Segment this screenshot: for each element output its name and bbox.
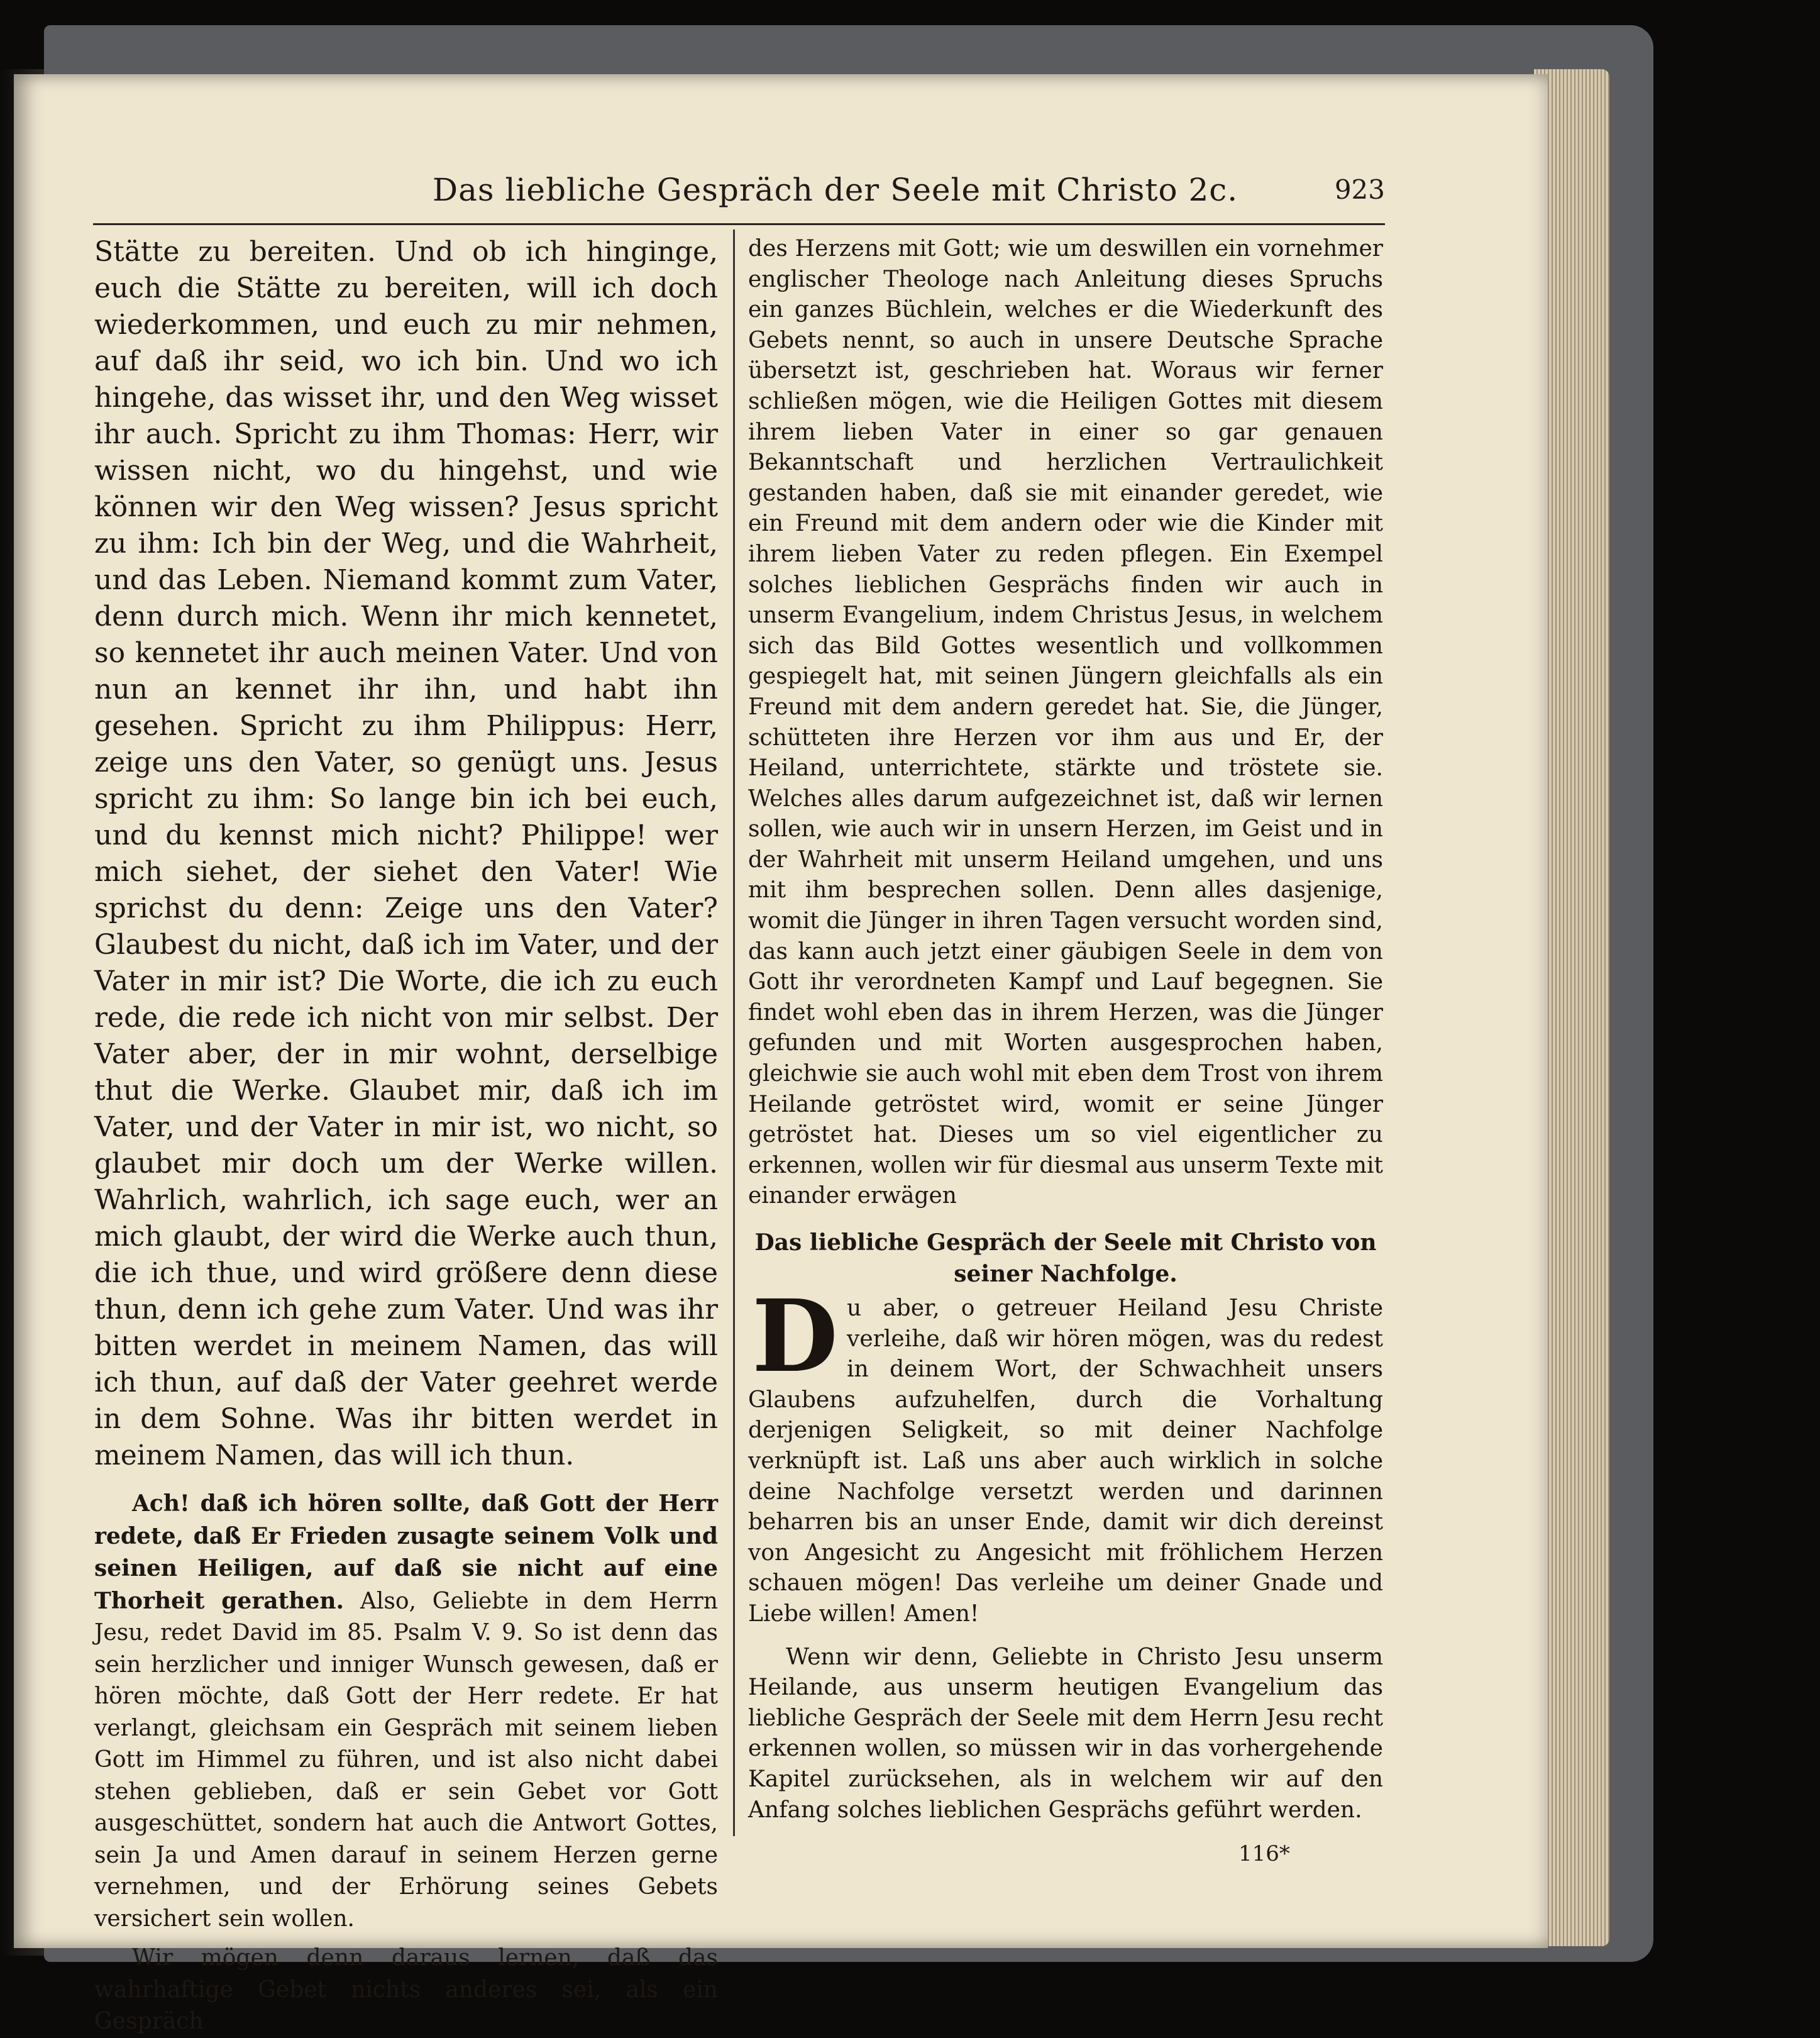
sermon-intro-text: Also, Geliebte in dem Herrn Jesu, redet David im 85. Psalm V. 9. So ist denn das sein herzlicher und inniger Wunsch gewesen, daß er hören möchte, daß Gott der Herr redete. Er hat verlangt, gleichsam ein Gespräch mit seinem lieben Gott im Himmel zu führen, und ist also nicht dabei stehen geblieben, daß er sein Gebet vor Gott ausgeschüttet, sondern hat auch die Antwort Gottes, sein Ja und Amen darauf in seinem Herzen gerne vernehmen, und der Erhörung seines Gebets versichert sein wollen. <box>94 1588 718 1932</box>
section-heading: Das liebliche Gespräch der Seele mit Christo von seiner Nachfolge. <box>754 1229 1377 1287</box>
left-column <box>94 234 718 2038</box>
page-number: 923 <box>1334 174 1385 205</box>
running-title: Das liebliche Gespräch der Seele mit Christo 2c. <box>433 172 1238 208</box>
bold-quotation: Ach! daß ich hören sollte, daß Gott der Herr redete, daß Er Frieden zusagte seinem Volk und seinen Heiligen, auf daß sie nicht auf eine Thorheit gerathen. <box>94 1490 718 1614</box>
right-final-paragraph: Wenn wir denn, Geliebte in Christo Jesu unserm Heilande, aus unserm heutigen Evangelium das liebliche Gespräch der Seele mit dem Herrn Jesu recht erkennen wollen, so müssen wir in das vorhergehende Kapitel zurücksehen, als in welchem wir auf den Anfang solches lieblichen Gesprächs geführt werden. <box>748 1644 1383 1823</box>
drop-cap-initial: D <box>752 1278 839 1395</box>
left-closing-paragraph: Wir mögen denn daraus lernen, daß das wahrhaftige Gebet nichts anderes sei, als ein Gespräch <box>94 1945 718 2034</box>
right-column <box>748 234 1383 1825</box>
page-header <box>93 167 1385 225</box>
column-divider <box>733 230 735 1836</box>
prayer-text: u aber, o getreuer Heiland Jesu Christe verleihe, daß wir hören mögen, was du redest in deinem Wort, der Schwachheit unsers Glaubens aufzuhelfen, durch die Vorhaltung derjenigen Seligkeit, so mit deiner Nachfolge verknüpft ist. Laß uns aber auch wirklich in solche deine Nachfolge versetzt werden und darinnen beharren bis an unser Ende, damit wir dich dereinst von Angesicht zu Angesicht mit fröhlichem Herzen schauen mögen! Das verleihe um deiner Gnade und Liebe willen! Amen! <box>748 1295 1383 1627</box>
sermon-intro-paragraph <box>94 1488 718 1935</box>
right-continuation-paragraph: des Herzens mit Gott; wie um deswillen ein vornehmer englischer Theologe nach Anleitung dieses Spruchs ein ganzes Büchlein, welches er die Wiederkunft des Gebets nennt, so auch in unsere Deutsche Sprache übersetzt ist, geschrieben hat. Woraus wir ferner schließen mögen, wie die Heiligen Gottes mit diesem ihrem lieben Vater in einer so gar genauen Bekanntschaft und herzlichen Vertraulichkeit gestanden haben, daß sie mit einander geredet, wie ein Freund mit dem andern oder wie die Kinder mit ihrem lieben Vater zu reden pflegen. Ein Exempel solches lieblichen Gesprächs finden wir auch in unserm Evangelium, indem Christus Jesus, in welchem sich das Bild Gottes wesentlich und vollkommen gespiegelt hat, mit seinen Jüngern gleichfalls als ein Freund mit dem andern geredet hat. Sie, die Jünger, schütteten ihre Herzen vor ihm aus und Er, der Heiland, unterrichtete, stärkte und tröstete sie. Welches alles darum aufgezeichnet ist, daß wir lernen sollen, wie auch wir in unsern Herzen, im Geist und in der Wahrheit mit unserm Heiland umgehen, und uns mit ihm besprechen sollen. Denn alles dasjenige, womit die Jünger in ihren Tagen versucht worden sind, das kann auch jetzt einer gäubigen Seele in dem von Gott ihr verordneten Kampf und Lauf begegnen. Sie findet wohl eben das in ihrem Herzen, was die Jünger gefunden und mit Worten ausgesprochen haben, gleichwie sie auch wohl mit eben dem Trost von ihrem Heilande getröstet wird, womit er seine Jünger getröstet hat. Dieses um so viel eigentlicher zu erkennen, wollen wir für diesmal aus unserm Texte mit einander erwägen <box>748 236 1383 1209</box>
signature-mark: 116* <box>1238 1841 1290 1866</box>
scripture-passage: Stätte zu bereiten. Und ob ich hinginge, euch die Stätte zu bereiten, will ich doch wiederkommen, und euch zu mir nehmen, auf daß ihr seid, wo ich bin. Und wo ich hingehe, das wisset ihr, und den Weg wisset ihr auch. Spricht zu ihm Thomas: Herr, wir wissen nicht, wo du hingehst, und wie können wir den Weg wissen? Jesus spricht zu ihm: Ich bin der Weg, und die Wahrheit, und das Leben. Niemand kommt zum Vater, denn durch mich. Wenn ihr mich kennetet, so kennetet ihr auch meinen Vater. Und von nun an kennet ihr ihn, und habt ihn gesehen. Spricht zu ihm Philippus: Herr, zeige uns den Vater, so genügt uns. Jesus spricht zu ihm: So lange bin ich bei euch, und du kennst mich nicht? Philippe! wer mich siehet, der siehet den Vater! Wie sprichst du denn: Zeige uns den Vater? Glaubest du nicht, daß ich im Vater, und der Vater in mir ist? Die Worte, die ich zu euch rede, die rede ich nicht von mir selbst. Der Vater aber, der in mir wohnt, derselbige thut die Werke. Glaubet mir, daß ich im Vater, und der Vater in mir ist, wo nicht, so glaubet mir doch um der Werke willen. Wahrlich, wahrlich, ich sage euch, wer an mich glaubt, der wird die Werke auch thun, die ich thue, und wird größere denn diese thun, denn ich gehe zum Vater. Und was ihr bitten werdet in meinem Namen, das will ich thun, auf daß der Vater geehret werde in dem Sohne. Was ihr bitten werdet in meinem Namen, das will ich thun. <box>94 236 718 1471</box>
prayer-paragraph <box>748 1278 1383 1630</box>
